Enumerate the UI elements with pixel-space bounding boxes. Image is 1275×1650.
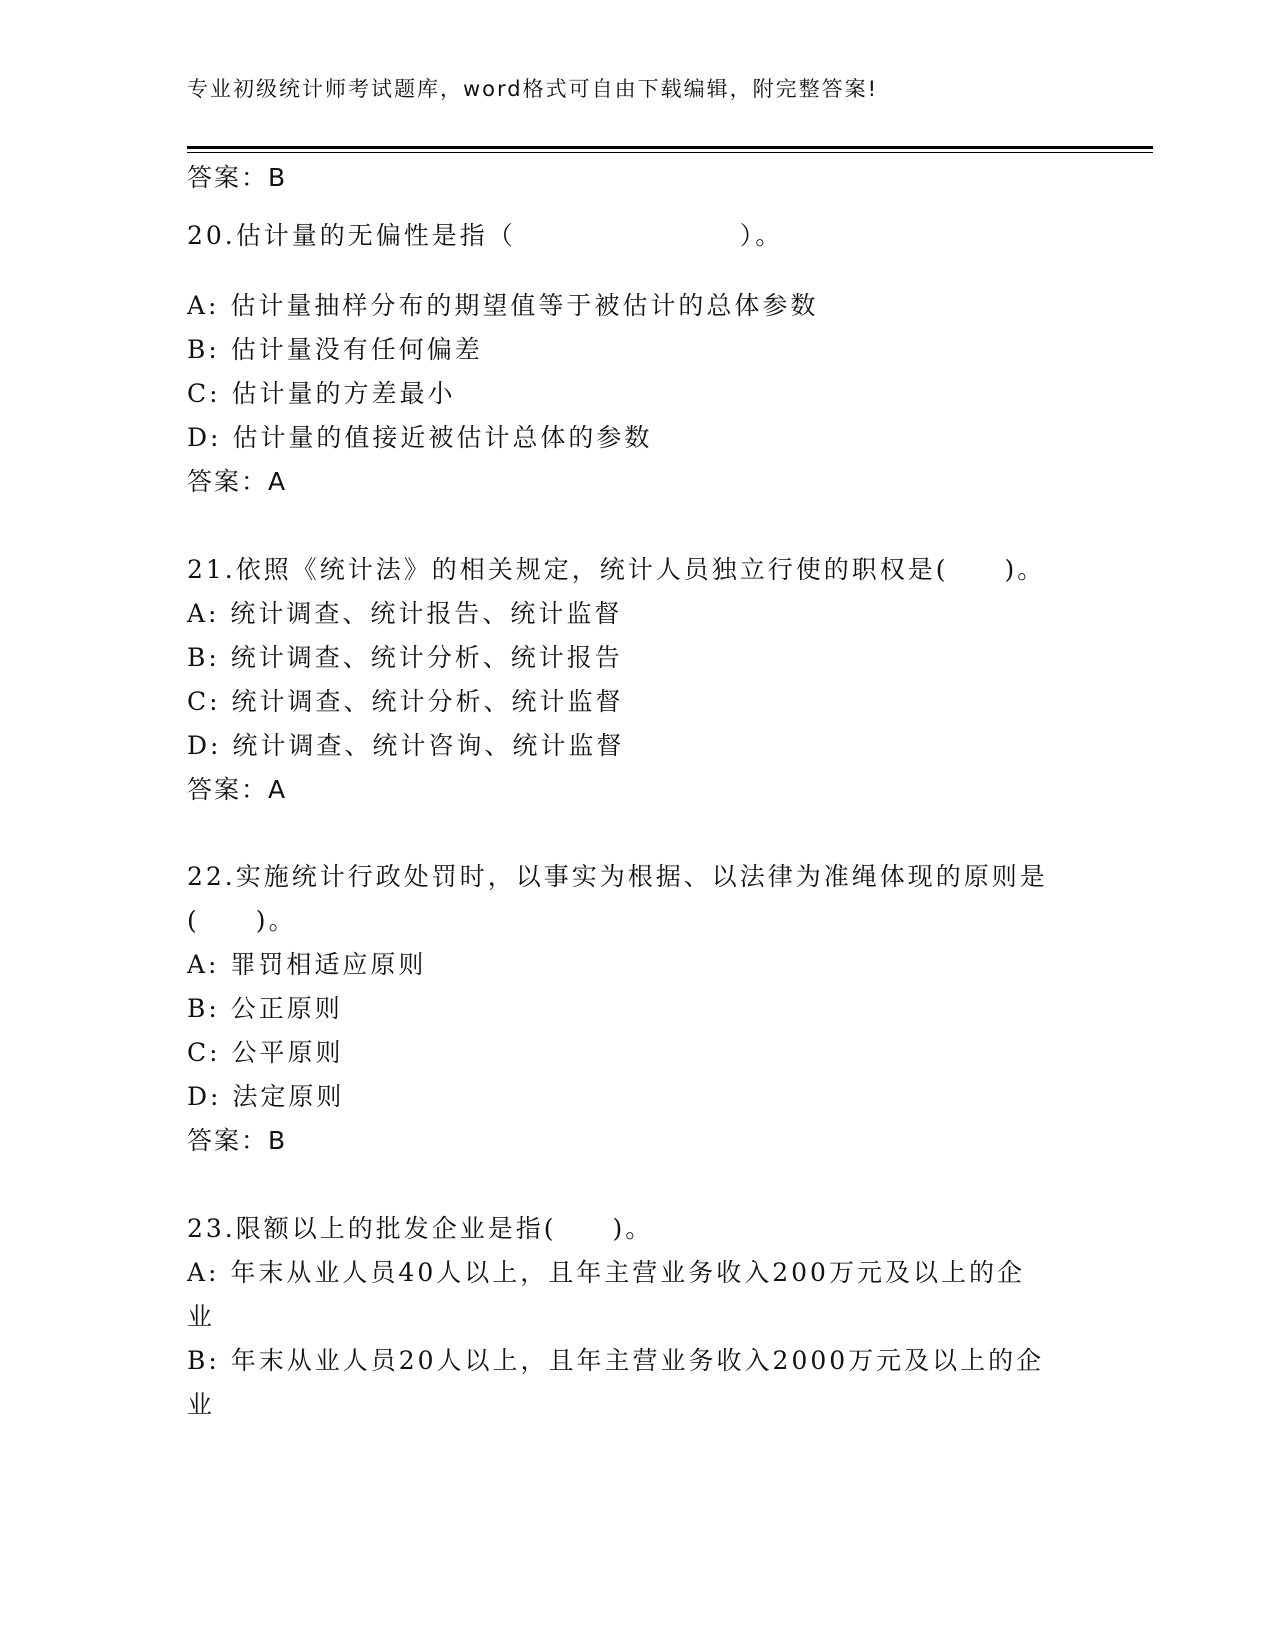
- q21-option-c: C: 统计调查、统计分析、统计监督: [187, 687, 624, 716]
- q21-option-a: A: 统计调查、统计报告、统计监督: [187, 599, 623, 628]
- answer-22: 答案：B: [187, 1126, 288, 1155]
- question-20: 20.估计量的无偏性是指（ ）。: [187, 221, 784, 250]
- header-rule-thin: [187, 152, 1153, 153]
- answer-21: 答案：A: [187, 775, 288, 804]
- q22-option-a: A: 罪罚相适应原则: [187, 950, 427, 979]
- answer-20: 答案：A: [187, 467, 288, 496]
- q23-option-a-cont: 业: [187, 1302, 216, 1331]
- q22-option-d: D: 法定原则: [187, 1082, 345, 1111]
- answer-19: 答案：B: [187, 163, 288, 192]
- q21-option-b: B: 统计调查、统计分析、统计报告: [187, 643, 623, 672]
- q20-option-d: D: 估计量的值接近被估计总体的参数: [187, 423, 653, 452]
- q22-option-c: C: 公平原则: [187, 1038, 344, 1067]
- question-22-cont: ( )。: [187, 906, 297, 935]
- page-header: 专业初级统计师考试题库，word格式可自由下载编辑，附完整答案!: [187, 77, 879, 101]
- q20-option-a: A: 估计量抽样分布的期望值等于被估计的总体参数: [187, 291, 819, 320]
- q23-option-b: B: 年末从业人员20人以上，且年主营业务收入2000万元及以上的企: [187, 1346, 1045, 1375]
- q22-option-b: B: 公正原则: [187, 994, 343, 1023]
- header-rule-thick: [187, 146, 1153, 149]
- q20-option-c: C: 估计量的方差最小: [187, 379, 456, 408]
- q20-option-b: B: 估计量没有任何偏差: [187, 335, 483, 364]
- question-23: 23.限额以上的批发企业是指( )。: [187, 1214, 654, 1243]
- q21-option-d: D: 统计调查、统计咨询、统计监督: [187, 731, 625, 760]
- q23-option-b-cont: 业: [187, 1390, 216, 1419]
- q23-option-a: A: 年末从业人员40人以上，且年主营业务收入200万元及以上的企: [187, 1258, 1025, 1287]
- question-22: 22.实施统计行政处罚时，以事实为根据、以法律为准绳体现的原则是: [187, 862, 1048, 891]
- question-21: 21.依照《统计法》的相关规定，统计人员独立行使的职权是( )。: [187, 555, 1046, 584]
